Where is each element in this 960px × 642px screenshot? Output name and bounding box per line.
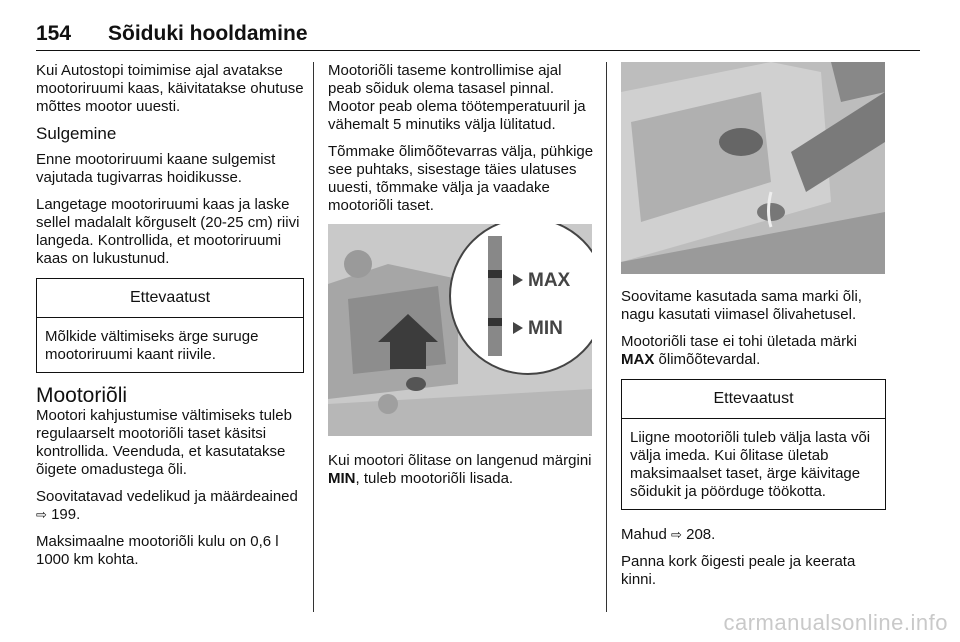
col2-paragraph-3: Kui mootori õlitase on langenud märgini MIN, tuleb mootoriõli lisada. <box>328 452 592 487</box>
header-rule <box>36 50 920 51</box>
caution-box-2 <box>621 379 886 510</box>
column-divider-1 <box>313 62 314 612</box>
caution-box <box>36 278 304 373</box>
closing-paragraph-2: Langetage mootoriruumi kaas ja laske sellel madalalt kõrguselt (20-25 cm) riivi langeda. Kontrollida, et mootoriruumi kaas on lukustunud. <box>36 196 300 267</box>
page-title: Sõiduki hooldamine <box>108 22 308 45</box>
col3-paragraph-2: Mootoriõli tase ei tohi ületada märki MAX õlimõõtevardal. <box>621 333 857 368</box>
capacity-ref[interactable]: 208. <box>686 526 716 543</box>
dipstick-handle <box>406 377 426 391</box>
caution-title: Ettevaatust <box>37 279 303 318</box>
oil-fill-figure <box>621 62 886 274</box>
caution-title-2: Ettevaatust <box>622 380 885 419</box>
column-divider-2 <box>606 62 607 612</box>
page-reference-icon: ⇨ <box>671 527 682 542</box>
caution-text: Mõlkide vältimiseks ärge suruge mootoriruumi kaant riivile. <box>45 328 259 363</box>
col3-paragraph-1: Soovitame kasutada sama marki õli, nagu kasutati viimasel õlivahetusel. <box>621 288 862 323</box>
caution-text-2: Liigne mootoriõli tuleb välja lasta või välja imeda. Kui õlitase ületab maksimaalset taset, ärge käivitage sõidukit ja pöörduge töökotta. <box>630 429 871 500</box>
oil-p2-ref[interactable]: 199. <box>51 506 81 523</box>
col2-paragraph-2: Tõmmake õlimõõtevarras välja, pühkige see puhtaks, sisestage täies ulatuses uuesti, tõmmake välja ja vaadake mootoriõli taset. <box>328 143 594 214</box>
oil-paragraph-2 <box>36 488 304 524</box>
max-bold: MAX <box>621 351 655 368</box>
column-3 <box>621 62 886 598</box>
capacity-paragraph: Mahud ⇨ 208. <box>621 526 716 543</box>
page-reference-icon: ⇨ <box>36 507 47 522</box>
col3-paragraph-4: Panna kork õigesti peale ja keerata kinni. <box>621 553 856 588</box>
oil-p2-text: Soovitatavad vedelikud ja määrdeained <box>36 488 298 505</box>
column-2 <box>328 62 594 497</box>
oil-heading: Mootoriõli <box>36 384 128 407</box>
oil-fill-illustration <box>621 62 885 274</box>
oil-paragraph-3: Maksimaalne mootoriõli kulu on 0,6 l 1000 km kohta. <box>36 533 279 568</box>
col2-paragraph-1: Mootoriõli taseme kontrollimise ajal peab sõiduk olema tasasel pinnal. Mootor peab olema töötemperatuuril ja vähemalt 5 minutiks välja lülitatud. <box>328 62 586 133</box>
dipstick-illustration <box>328 224 592 436</box>
closing-heading: Sulgemine <box>36 124 117 143</box>
min-bold: MIN <box>328 470 356 487</box>
dipstick-figure <box>328 224 594 436</box>
min-label: MIN <box>528 318 563 339</box>
watermark: carmanualsonline.info <box>723 610 948 635</box>
oil-paragraph-1: Mootori kahjustumise vältimiseks tuleb regulaarselt mootoriõli taset käsitsi kontrollida. Veenduda, et kasutatakse õigete omadustega õli. <box>36 407 292 478</box>
oil-filler-opening <box>757 203 785 221</box>
column-1 <box>36 62 304 578</box>
page-number: 154 <box>36 22 72 45</box>
max-label: MAX <box>528 270 571 291</box>
oil-filler-cap <box>719 128 763 156</box>
page-header <box>36 22 308 46</box>
closing-paragraph-1: Enne mootoriruumi kaane sulgemist vajutada tugivarras hoidikusse. <box>36 151 276 186</box>
intro-paragraph: Kui Autostopi toimimise ajal avatakse mootoriruumi kaas, käivitatakse ohutuse mõttes mootor uuesti. <box>36 62 304 115</box>
